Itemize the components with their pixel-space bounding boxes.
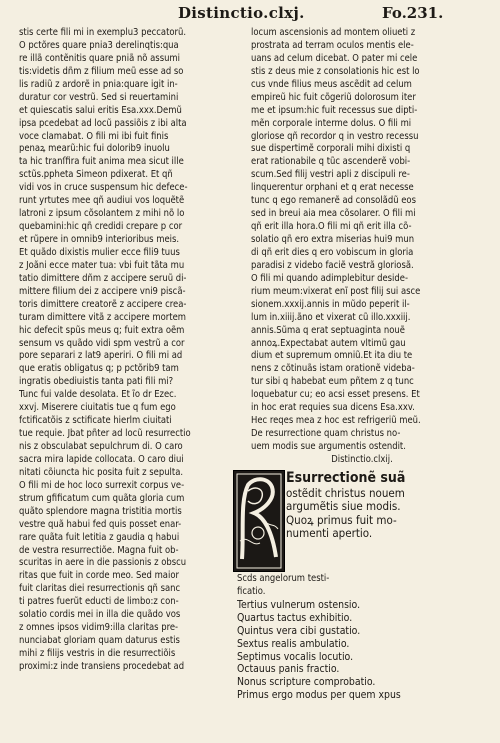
list-item: Quartus tactus exhibitio.: [237, 611, 353, 624]
chapter-opening-line: numenti apertio.: [286, 527, 373, 541]
text-line: tis:videtis dñm z filium meũ esse ad so: [19, 65, 184, 77]
text-line: ti patres fuerũt educti de limbo:z con-: [19, 596, 179, 608]
text-line: cus vnde filius meus ascẽdit ad celum: [251, 78, 412, 90]
chapter-opening-text: [286, 470, 476, 541]
text-line: sensum vs quãdo vidi spm vestrũ a cor: [19, 337, 185, 349]
list-item: Nonus scripture comprobatio.: [237, 676, 376, 689]
text-line: loquebatur cu; eo acsi esset presens. Et: [251, 389, 420, 401]
text-line: Hec reqes mea z hoc est refrigeriũ meũ.: [251, 415, 421, 427]
list-item: Sextus realis ambulatio.: [237, 637, 350, 650]
list-item: Primus ergo modus per quem xpus: [237, 689, 401, 702]
text-line: sacra mira lapide collocata. O caro diui: [19, 453, 184, 465]
text-line: qñ erit illa hora.O fili mi qñ erit illa cõ-: [251, 221, 412, 233]
text-line: turam dimittere vitã z accipere mortem: [19, 311, 186, 323]
text-line: ritas que fuit in corde meo. Sed maior: [19, 570, 179, 582]
text-line: duratur cor vestrũ. Sed si reuertamini: [19, 91, 179, 103]
folio-number: Fo.231.: [382, 4, 444, 22]
text-line: ficatio.: [237, 585, 266, 597]
text-line: locum ascensionis ad montem oliueti z: [251, 27, 416, 38]
text-line: annoꝝ.Expectabat autem vltimũ gau: [251, 337, 406, 349]
chapter-opening: [251, 470, 473, 573]
right-column-text: [251, 27, 473, 454]
text-line: nens z cõtinuãs istam orationẽ videba-: [251, 363, 415, 375]
text-line: proximi:z inde transiens procedebat ad: [19, 660, 185, 672]
text-line: ipsa pcedebat ad locũ passiõis z ibi alta: [19, 117, 187, 129]
text-line: mẽn corporale interme dolus. O fili mi: [251, 117, 412, 129]
list-item: Tertius vulnerum ostensio.: [237, 598, 361, 611]
text-line: prostrata ad terram oculos mentis ele-: [251, 39, 414, 51]
text-line: z omnes ipsos vidim9:illa claritas pre-: [19, 622, 179, 634]
text-line: me et ipsum:hic fuit recessus sue dipti-: [251, 104, 418, 116]
decorated-initial-r: [233, 470, 285, 572]
text-line: nitati cõiuncta hic posita fuit z sepulta.: [19, 466, 184, 478]
text-line: z Joãni ecce mater tua: vbi fuit tãta mu: [19, 259, 185, 271]
text-line: scum.Sed filij vestri apli z discipuli re-: [251, 169, 410, 181]
text-line: de vestra resurrectiõe. Magna fuit ob-: [19, 544, 179, 556]
text-line: et quiescatis salui eritis Esa.xxx.Demũ: [19, 104, 182, 116]
text-line: lis radiũ z ardorẽ in pnia:quare igit in-: [19, 78, 178, 90]
chapter-opening-line: ostẽdit christus nouem: [286, 486, 405, 500]
text-line: sue dispertimẽ corporali mihi dixisti q: [251, 143, 411, 155]
chapter-opening-line: Esurrectionẽ suã: [286, 469, 406, 486]
text-line: rium meum:vixerat enĩ post filij sui asce: [251, 285, 421, 297]
chapter-opening-line: Quoꝝ primus fuit mo-: [286, 513, 397, 527]
text-line: De resurrectione quam christus no-: [251, 428, 401, 440]
section-heading: Distinctio.clxij.: [331, 453, 393, 465]
text-line: toris dimittere creatorẽ z accipere crea-: [19, 298, 187, 310]
text-line: dium et supremum omniũ.Et ita diu te: [251, 350, 413, 362]
text-line: vestre quã habui fed quis posset enar-: [19, 518, 182, 530]
text-line: latroni z ipsum cõsolantem z mihi nõ lo: [19, 208, 185, 220]
text-line: annis.Sũma q erat septuaginta nouẽ: [251, 324, 405, 336]
text-line: re illã contẽnitis quare pniã nõ assumi: [19, 52, 180, 64]
text-line: rare quãta fuit letitia z gaudia q habui: [19, 531, 180, 543]
text-line: O pctõres quare pnia3 derelinqtis:qua: [19, 39, 179, 51]
text-line: mihi z filijs vestris in die resurrectiõis: [19, 648, 176, 659]
chapter-opening-line: argumẽtis siue modis.: [286, 500, 401, 514]
text-line: linquerentur orphani et q erat necesse: [251, 182, 414, 194]
text-line: xxvj. Miserere ciuitatis tue q fum ego: [19, 402, 176, 414]
text-line: tue requie. Jbat pñter ad locũ resurrectio: [19, 428, 191, 440]
text-line: penaꝝ mearũ:hic fui dolorib9 inuolu: [19, 143, 170, 155]
text-line: strum gfificatum cum quãta gloria cum: [19, 492, 185, 504]
text-line: fuit claritas diei resurrectionis qñ sanc: [19, 583, 181, 595]
text-line: ingratis obediuistis tanta pati fili mi?: [19, 376, 174, 388]
text-line: sionem.xxxij.annis in mũdo peperit il-: [251, 298, 410, 310]
text-line: erat rationabile q tũc ascenderẽ vobi-: [251, 156, 411, 168]
text-line: O fili mi quando adimplebitur deside-: [251, 272, 408, 284]
text-line: quãto splendore magna tristitia mortis: [19, 505, 182, 517]
text-line: uem modis sue argumentis ostendit.: [251, 441, 406, 452]
text-line: sed in breui aia mea cõsolarer. O fili mi: [251, 208, 416, 220]
text-line: solatio qñ ero extra miserias hui9 mun: [251, 234, 415, 245]
left-column: [19, 27, 241, 674]
text-line: in hoc erat requies sua dicens Esa.xxv.: [251, 402, 415, 414]
text-line: nunciabat gloriam quam daturus estis: [19, 635, 180, 647]
text-line: quebamini:hic qñ credidi crepare p cor: [19, 221, 183, 233]
text-line: solatio cordis mei in illa die quãdo vos: [19, 609, 181, 621]
text-line: tunc q ego remanerẽ ad consolãdũ eos: [251, 195, 416, 207]
text-line: mittere filium dei z accipere vni9 piscã-: [19, 285, 186, 297]
running-head: [0, 2, 500, 28]
text-line: scuritas in aere in die passionis z obscu: [19, 557, 187, 569]
list-item: Octauus panis fractio.: [237, 663, 340, 676]
text-line: pore separari z lat9 aperiri. O fili mi ad: [19, 350, 183, 362]
modes-list: [237, 599, 473, 703]
text-line: vidi vos in cruce suspensum hic defece-: [19, 182, 188, 194]
text-line: voce clamabat. O fili mi ibi fuit finis: [19, 130, 169, 142]
running-title: Distinctio.clxj.: [178, 4, 305, 22]
text-line: paradisi z videbo faciẽ vestrã gloriosã.: [251, 259, 414, 271]
text-line: sctũs.ppheta Simeon pdixerat. Et qñ: [19, 169, 173, 181]
text-line: stis z deus mie z consolationis hic est lo: [251, 65, 420, 77]
text-line: Tunc fui valde desolata. Et ĩo dr Ezec.: [19, 389, 177, 401]
list-item: Septimus vocalis locutio.: [237, 650, 354, 663]
text-line: ta hic tranſfira fuit anima mea sicut ille: [19, 156, 184, 168]
text-line: gloriose qñ recordor q in vestro recessu: [251, 130, 419, 142]
text-line: hic defecit spũs meus q; fuit extra oẽm: [19, 324, 185, 336]
chapter-continuation: [237, 573, 473, 599]
text-line: lum in.xiiij.ãno et vixerat cũ illo.xxxiij.: [251, 311, 411, 323]
text-line: uans ad celum dicebat. O pater mi cele: [251, 52, 418, 64]
list-item: Quintus vera cibi gustatio.: [237, 624, 361, 637]
text-line: runt yrtutes mee qñ audiui vos loquẽtẽ: [19, 195, 185, 207]
text-line: stis certe fili mi in exemplu3 peccatorũ.: [19, 27, 187, 38]
text-line: tatio dimittere dñm z accipere seruũ di-: [19, 272, 187, 284]
text-line: empireũ hic fuit cõgeriũ dolorosum iter: [251, 91, 416, 103]
text-line: Scds angelorum testi-: [237, 572, 330, 584]
right-column: [237, 27, 473, 702]
text-line: di qñ erit dies q ero vobiscum in gloria: [251, 246, 414, 258]
text-line: O fili mi de hoc loco surrexit corpus ve-: [19, 479, 185, 491]
text-line: tur sibi q habebat eum pñtem z q tunc: [251, 376, 414, 388]
text-line: Et quãdo dixistis mulier ecce fili9 tuus: [19, 246, 180, 258]
text-line: nis z obsculabat sepulchrum di. O caro: [19, 441, 183, 452]
text-line: et rũpere in omnib9 interioribus meis.: [19, 234, 180, 245]
text-line: que eratis obligatus q; p pctõrib9 tam: [19, 363, 179, 375]
text-line: fctificatõis z sctificate hierlm ciuitati: [19, 415, 172, 427]
